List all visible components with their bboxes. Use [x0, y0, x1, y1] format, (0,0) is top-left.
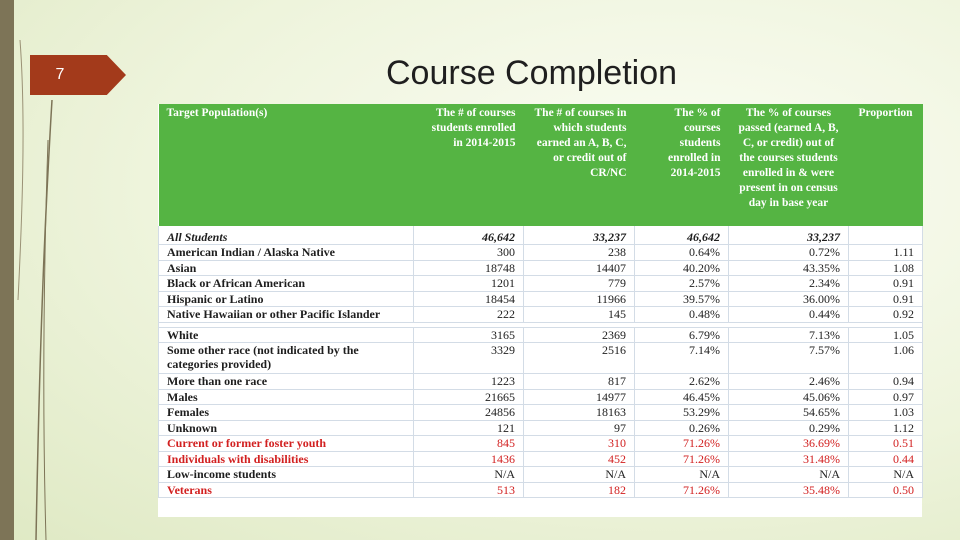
table-cell: 43.35% — [729, 260, 849, 276]
table-row — [159, 482, 923, 498]
table-cell: 1.05 — [849, 327, 923, 343]
table-cell: 40.20% — [635, 260, 729, 276]
slide-number: 7 — [55, 66, 65, 83]
table-cell: 0.44% — [729, 307, 849, 323]
table-row — [159, 451, 923, 467]
table-cell: N/A — [849, 467, 923, 483]
table-cell: 238 — [524, 245, 635, 261]
table-cell: 2.62% — [635, 374, 729, 390]
table-cell: Hispanic or Latino — [159, 291, 414, 307]
table-cell: 1.11 — [849, 245, 923, 261]
table-cell: 0.92 — [849, 307, 923, 323]
table-row — [159, 405, 923, 421]
table-cell: 1436 — [414, 451, 524, 467]
table-cell: 0.64% — [635, 245, 729, 261]
column-header: The % of courses students enrolled in 2014-2015 — [635, 104, 729, 226]
table-row — [159, 291, 923, 307]
table-cell: 6.79% — [635, 327, 729, 343]
table-cell: 845 — [414, 436, 524, 452]
table-cell: Females — [159, 405, 414, 421]
table-cell: Native Hawaiian or other Pacific Islander — [159, 307, 414, 323]
table-cell: 1223 — [414, 374, 524, 390]
table-cell: 0.50 — [849, 482, 923, 498]
table-cell: 36.69% — [729, 436, 849, 452]
table-cell: 7.57% — [729, 343, 849, 374]
table-cell: 39.57% — [635, 291, 729, 307]
table-cell: 14407 — [524, 260, 635, 276]
table-cell: All Students — [159, 226, 414, 245]
table-cell: Asian — [159, 260, 414, 276]
table-cell: 1.06 — [849, 343, 923, 374]
column-header: The # of courses students enrolled in 2014-2015 — [414, 104, 524, 226]
column-header: Proportion — [849, 104, 923, 226]
table-cell: 0.91 — [849, 276, 923, 292]
table-cell: 2.34% — [729, 276, 849, 292]
table-cell: 3165 — [414, 327, 524, 343]
table-cell: 0.29% — [729, 420, 849, 436]
table-cell: Veterans — [159, 482, 414, 498]
table-cell: 18748 — [414, 260, 524, 276]
table-cell: 3329 — [414, 343, 524, 374]
table-cell: 222 — [414, 307, 524, 323]
table-row — [159, 343, 923, 374]
table-cell: 0.26% — [635, 420, 729, 436]
table-cell: N/A — [635, 467, 729, 483]
table-cell: 2369 — [524, 327, 635, 343]
table-cell: 24856 — [414, 405, 524, 421]
left-decorative-bar — [0, 0, 14, 540]
table-cell: 0.48% — [635, 307, 729, 323]
table-cell: Black or African American — [159, 276, 414, 292]
table-cell: 0.72% — [729, 245, 849, 261]
table-cell: Current or former foster youth — [159, 436, 414, 452]
table-cell: 53.29% — [635, 405, 729, 421]
table-cell: 310 — [524, 436, 635, 452]
table-cell: 54.65% — [729, 405, 849, 421]
table-cell: 1201 — [414, 276, 524, 292]
table-cell: 2516 — [524, 343, 635, 374]
table-row — [159, 420, 923, 436]
table-cell: 1.03 — [849, 405, 923, 421]
table-cell: 18454 — [414, 291, 524, 307]
table-row — [159, 260, 923, 276]
table-cell: 71.26% — [635, 451, 729, 467]
table-cell: 452 — [524, 451, 635, 467]
column-header: Target Population(s) — [159, 104, 414, 226]
table-cell: 0.51 — [849, 436, 923, 452]
table-cell: 1.08 — [849, 260, 923, 276]
table-cell: 11966 — [524, 291, 635, 307]
table-cell: 18163 — [524, 405, 635, 421]
table-cell: 7.14% — [635, 343, 729, 374]
table-cell: 0.94 — [849, 374, 923, 390]
table-row — [159, 226, 923, 245]
table-row — [159, 389, 923, 405]
table-row — [159, 467, 923, 483]
table-cell: More than one race — [159, 374, 414, 390]
table-row — [159, 307, 923, 323]
table-cell: Males — [159, 389, 414, 405]
table-cell: 300 — [414, 245, 524, 261]
table-cell: 2.57% — [635, 276, 729, 292]
course-completion-table — [158, 104, 922, 517]
table-cell: 46.45% — [635, 389, 729, 405]
table-cell: 0.97 — [849, 389, 923, 405]
table-cell: 145 — [524, 307, 635, 323]
table-cell: 71.26% — [635, 482, 729, 498]
table-cell: 71.26% — [635, 436, 729, 452]
table-cell: Low-income students — [159, 467, 414, 483]
table-cell: 33,237 — [729, 226, 849, 245]
table-cell: 121 — [414, 420, 524, 436]
column-header: The % of courses passed (earned A, B, C, or credit) out of the courses students enrolled in & were present in on census day in base year — [729, 104, 849, 226]
table-cell: White — [159, 327, 414, 343]
table-cell: N/A — [729, 467, 849, 483]
table-row — [159, 436, 923, 452]
table-cell: 513 — [414, 482, 524, 498]
table-row — [159, 327, 923, 343]
table-cell: 21665 — [414, 389, 524, 405]
table-row — [159, 374, 923, 390]
table-cell: 36.00% — [729, 291, 849, 307]
table-cell: 817 — [524, 374, 635, 390]
column-header: The # of courses in which students earned an A, B, C, or credit out of CR/NC — [524, 104, 635, 226]
table-cell: 0.91 — [849, 291, 923, 307]
table-cell: 779 — [524, 276, 635, 292]
table-cell: N/A — [524, 467, 635, 483]
table-cell: 97 — [524, 420, 635, 436]
table-cell: 45.06% — [729, 389, 849, 405]
table-cell: 182 — [524, 482, 635, 498]
table-cell: 2.46% — [729, 374, 849, 390]
table-cell: 0.44 — [849, 451, 923, 467]
table-header-row — [159, 104, 923, 226]
table-cell: 7.13% — [729, 327, 849, 343]
slide-title: Course Completion — [386, 54, 678, 92]
table-cell: 35.48% — [729, 482, 849, 498]
table-cell: American Indian / Alaska Native — [159, 245, 414, 261]
table-cell — [849, 226, 923, 245]
table-row — [159, 276, 923, 292]
table-row — [159, 245, 923, 261]
table-cell: 1.12 — [849, 420, 923, 436]
table-cell: 33,237 — [524, 226, 635, 245]
table-cell: Individuals with disabilities — [159, 451, 414, 467]
table-cell: 31.48% — [729, 451, 849, 467]
table-cell: Some other race (not indicated by the categories provided) — [159, 343, 414, 374]
table-cell: 14977 — [524, 389, 635, 405]
table-cell: Unknown — [159, 420, 414, 436]
table-cell: 46,642 — [414, 226, 524, 245]
table-cell: N/A — [414, 467, 524, 483]
table-cell: 46,642 — [635, 226, 729, 245]
